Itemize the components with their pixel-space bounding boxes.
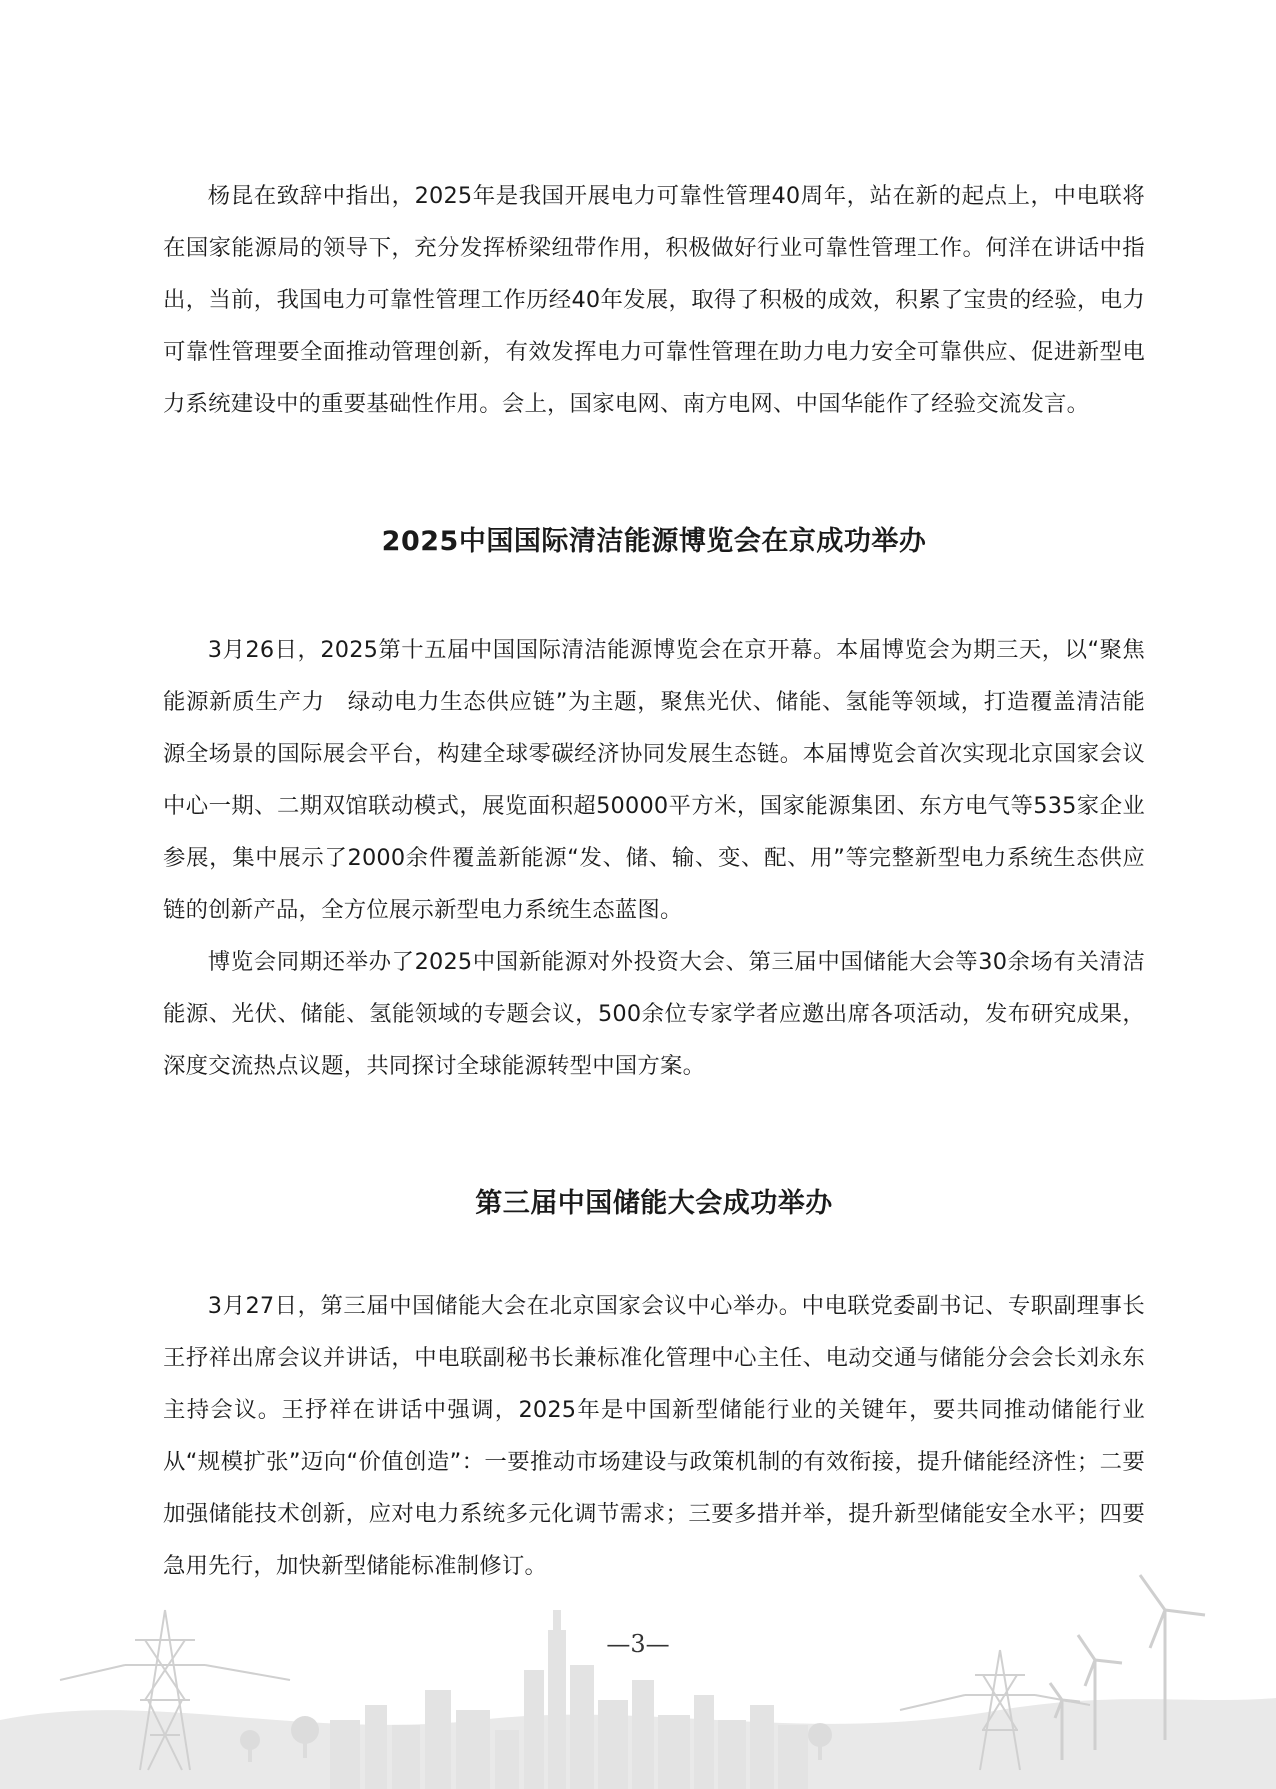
section-heading-clean-energy-expo: 2025中国国际清洁能源博览会在京成功举办 xyxy=(381,526,927,557)
footer-cityscape-illustration xyxy=(0,1570,1276,1789)
article-body xyxy=(163,170,1145,1592)
storage-paragraph-1: 3月27日，第三届中国储能大会在北京国家会议中心举办。中电联党委副书记、专职副理事长王抒祥出席会议并讲话，中电联副秘书长兼标准化管理中心主任、电动交通与储能分会会长刘永东主持会议。王抒祥在讲话中强调，2025年是中国新型储能行业的关键年，要共同推动储能行业从“规模扩张”迈向“价值创造”：一要推动市场建设与政策机制的有效衔接，提升储能经济性；二要加强储能技术创新，应对电力系统多元化调节需求；三要多措并举，提升新型储能安全水平；四要急用先行，加快新型储能标准制修订。 xyxy=(163,1293,1145,1579)
page-number: —3— xyxy=(606,1630,670,1658)
expo-paragraph-1: 3月26日，2025第十五届中国国际清洁能源博览会在京开幕。本届博览会为期三天，以“聚焦能源新质生产力 绿动电力生态供应链”为主题，聚焦光伏、储能、氢能等领域，打造覆盖清洁能源全场景的国际展会平台，构建全球零碳经济协同发展生态链。本届博览会首次实现北京国家会议中心一期、二期双馆联动模式，展览面积超50000平方米，国家能源集团、东方电气等535家企业参展，集中展示了2000余件覆盖新能源“发、储、输、变、配、用”等完整新型电力系统生态供应链的创新产品，全方位展示新型电力系统生态蓝图。 xyxy=(163,637,1145,923)
section-heading-energy-storage-conference: 第三届中国储能大会成功举办 xyxy=(475,1188,833,1219)
expo-paragraph-2: 博览会同期还举办了2025中国新能源对外投资大会、第三届中国储能大会等30余场有关清洁能源、光伏、储能、氢能领域的专题会议，500余位专家学者应邀出席各项活动，发布研究成果，深度交流热点议题，共同探讨全球能源转型中国方案。 xyxy=(163,949,1145,1079)
intro-paragraph: 杨昆在致辞中指出，2025年是我国开展电力可靠性管理40周年，站在新的起点上，中电联将在国家能源局的领导下，充分发挥桥梁纽带作用，积极做好行业可靠性管理工作。何洋在讲话中指出，当前，我国电力可靠性管理工作历经40年发展，取得了积极的成效，积累了宝贵的经验，电力可靠性管理要全面推动管理创新，有效发挥电力可靠性管理在助力电力安全可靠供应、促进新型电力系统建设中的重要基础性作用。会上，国家电网、南方电网、中国华能作了经验交流发言。 xyxy=(163,183,1145,417)
